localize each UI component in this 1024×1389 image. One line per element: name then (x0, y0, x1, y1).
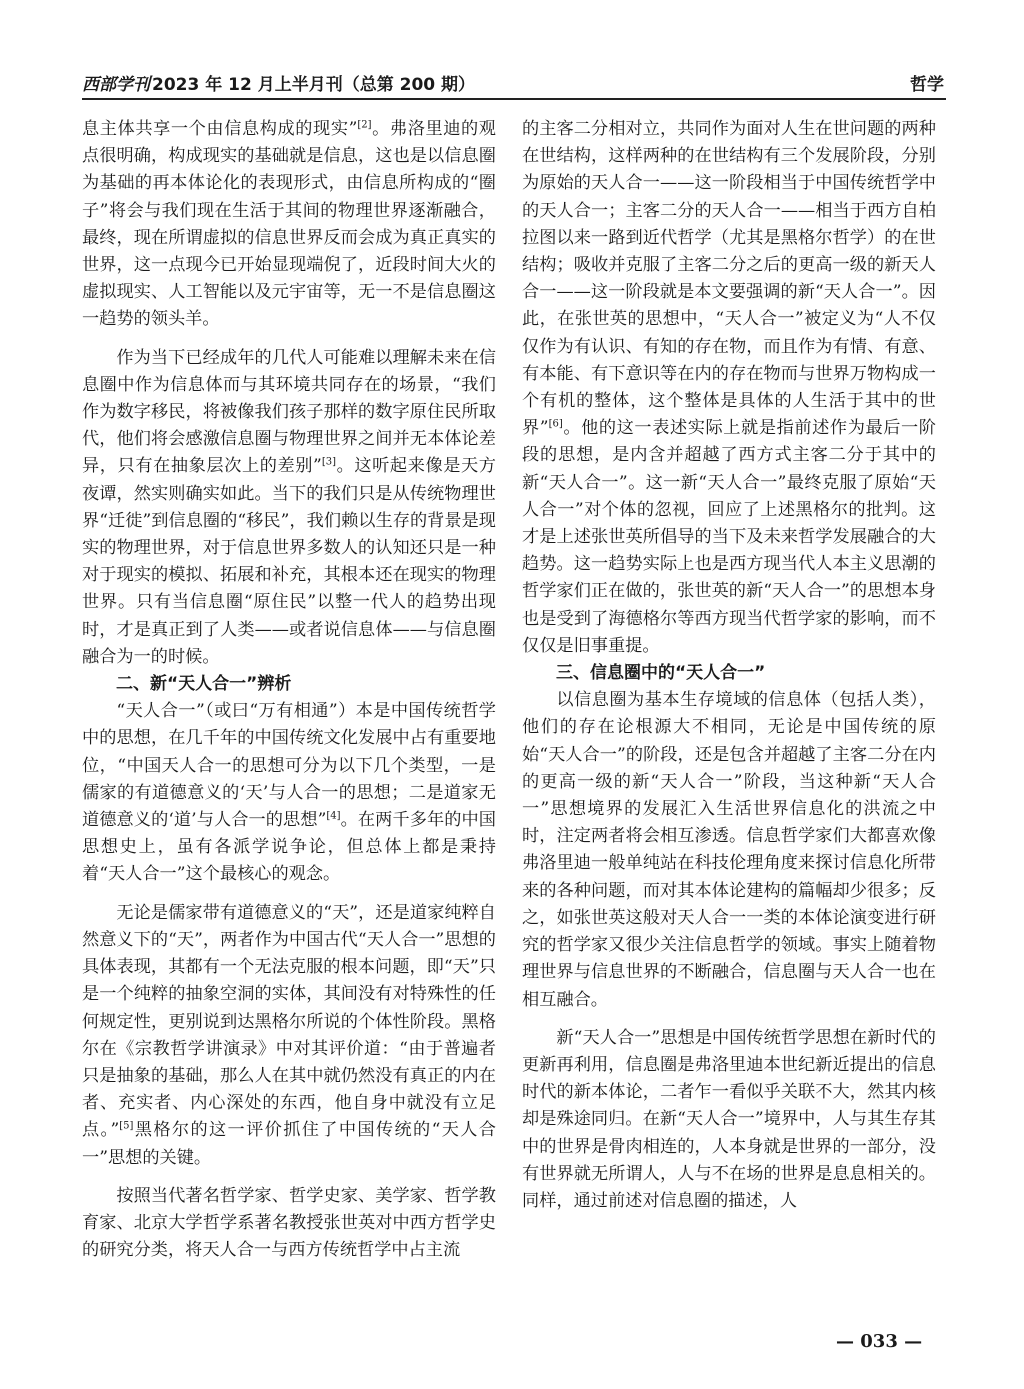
paragraph: 新“天人合一”思想是中国传统哲学思想在新时代的更新再利用，信息圈是弗洛里迪本世纪新近提出的信息时代的新本体论，二者乍一看似乎关联不大，然其内核却是殊途同归。在新“天人合一”境界中，人与其生存其中的世界是骨肉相连的，人本身就是世界的一部分，没有世界就无所谓人，人与不在场的世界是息息相关的。同样，通过前述对信息圈的描述，人 (522, 1027, 936, 1211)
paragraph: 按照当代著名哲学家、哲学史家、美学家、哲学教育家、北京大学哲学系著名教授张世英对中西方哲学史的研究分类，将天人合一与西方传统哲学中占主流 (82, 1185, 496, 1261)
journal-logo: 西部学刊 (82, 75, 150, 95)
paragraph: 以信息圈为基本生存境域的信息体（包括人类），他们的存在论根源大不相同，无论是中国传统的原始“天人合一”的阶段，还是包含并超越了主客二分在内的更高一级的新“天人合一”阶段，当这种新“天人合一”思想境界的发展汇入生活世界信息化的洪流之中时，注定两者将会相互渗透。信息哲学家们大都喜欢像弗洛里迪一般单纯站在科技伦理角度来探讨信息化所带来的各种问题，而对其本体论建构的篇幅却少很多；反之，如张世英这般对天人合一一类的本体论演变进行研究的哲学家又很少关注信息哲学的领域。事实上随着物理世界与信息世界的不断融合，信息圈与天人合一也在相互融合。 (522, 690, 936, 1010)
paragraph: 的主客二分相对立，共同作为面对人生在世问题的两种在世结构，这样两种的在世结构有三个发展阶段，分别为原始的天人合一——这一阶段相当于中国传统哲学中的天人合一；主客二分的天人合一——相当于西方自柏拉图以来一路到近代哲学（尤其是黑格尔哲学）的在世结构；吸收并克服了主客二分之后的更高一级的新天人合一——这一阶段就是本文要强调的新“天人合一”。因此，在张世英的思想中，“天人合一”被定义为“人不仅仅作为有认识、有知的存在物，而且作为有情、有意、有本能、有下意识等在内的存在物而与世界万物构成一个有机的整体，这个整体是具体的人生活于其中的世界”[6]。他的这一表述实际上就是指前述作为最后一阶段的思想，是内含并超越了西方式主客二分于其中的新“天人合一”。这一新“天人合一”最终克服了原始“天人合一”对个体的忽视，回应了上述黑格尔的批判。这才是上述张世英所倡导的当下及未来哲学发展融合的大趋势。这一趋势实际上也是西方现当代人本主义思潮的哲学家们正在做的，张世英的新“天人合一”的思想本身也是受到了海德格尔等西方现当代哲学家的影响，而不仅仅是旧事重提。 (522, 119, 936, 656)
paragraph: “天人合一”（或曰“万有相通”）本是中国传统哲学中的思想，在几千年的中国传统文化发展中占有重要地位，“中国天人合一的思想可分为以下几个类型，一是儒家的有道德意义的‘天’与人合一的思想；二是道家无道德意义的‘道’与人合一的思想”[4]。在两千多年的中国思想史上，虽有各派学说争论，但总体上都是秉持着“天人合一”这个最核心的观念。 (82, 701, 496, 885)
left-column (82, 116, 496, 1264)
page-number: — 033 — (836, 1331, 923, 1352)
paragraph: 作为当下已经成年的几代人可能难以理解未来在信息圈中作为信息体而与其环境共同存在的场景，“我们作为数字移民，将被像我们孩子那样的数字原住民所取代，他们将会感激信息圈与物理世界之间并无本体论差异，只有在抽象层次上的差别”[3]。这听起来像是天方夜谭，然实则确实如此。当下的我们只是从传统物理世界“迁徙”到信息圈的“移民”，我们赖以生存的背景是现实的物理世界，对于信息世界多数人的认知还只是一种对于现实的模拟、拓展和补充，其根本还在现实的物理世界。只有当信息圈“原住民”以整一代人的趋势出现时，才是真正到了人类——或者说信息体——与信息圈融合为一的时候。 (82, 347, 496, 667)
section-heading: 二、新“天人合一”辨析 (116, 674, 292, 695)
right-column (522, 116, 936, 1215)
section-label: 哲学 (910, 75, 944, 95)
section-heading: 三、信息圈中的“天人合一” (556, 663, 766, 684)
journal-issue (82, 70, 475, 95)
running-header (82, 68, 946, 100)
paragraph: 息主体共享一个由信息构成的现实”[2]。弗洛里迪的观点很明确，构成现实的基础就是信息，这也是以信息圈为基础的再本体论化的表现形式，由信息所构成的“圈子”将会与我们现在生活于其间的物理世界逐渐融合，最终，现在所谓虚拟的信息世界反而会成为真正真实的世界，这一点现今已开始显现端倪了，近段时间大火的虚拟现实、人工智能以及元宇宙等，无一不是信息圈这一趋势的领头羊。 (82, 119, 496, 330)
issue-text: 2023 年 12 月上半月刊（总第 200 期） (152, 75, 476, 95)
paragraph: 无论是儒家带有道德意义的“天”，还是道家纯粹自然意义下的“天”，两者作为中国古代“天人合一”思想的具体表现，其都有一个无法克服的根本问题，即“天”只是一个纯粹的抽象空洞的实体，其间没有对特殊性的任何规定性，更别说到达黑格尔所说的个体性阶段。黑格尔在《宗教哲学讲演录》中对其评价道：“由于普遍者只是抽象的基础，那么人在其中就仍然没有真正的内在者、充实者、内心深处的东西，他自身中就没有立足点。”[5]黑格尔的这一评价抓住了中国传统的“天人合一”思想的关键。 (82, 902, 496, 1168)
